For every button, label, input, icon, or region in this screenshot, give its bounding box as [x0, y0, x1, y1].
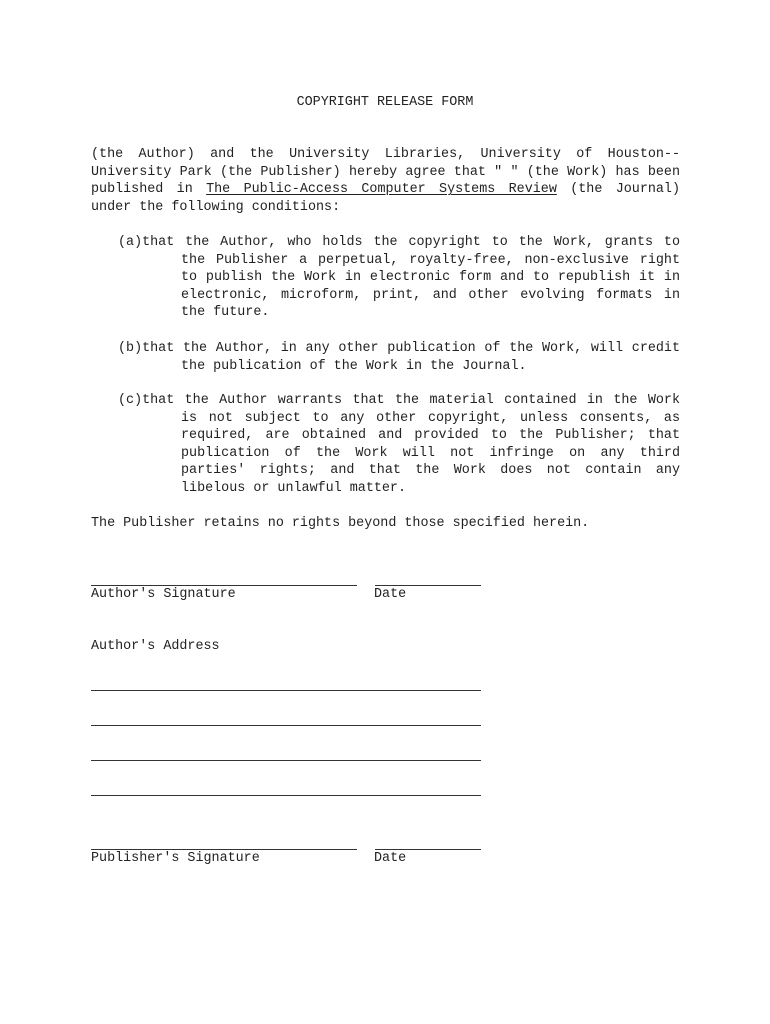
- condition-a-label: (a): [118, 235, 143, 250]
- author-address-label: Author's Address: [91, 639, 220, 654]
- rights-statement: The Publisher retains no rights beyond those specified herein.: [91, 516, 590, 531]
- author-signature-label: Author's Signature: [91, 587, 236, 602]
- form-title: COPYRIGHT RELEASE FORM: [296, 95, 474, 110]
- author-date-label: Date: [374, 587, 407, 602]
- condition-c: [91, 392, 680, 498]
- address-line-3[interactable]: [91, 760, 481, 761]
- intro-paragraph: [91, 146, 680, 216]
- address-line-4[interactable]: [91, 795, 481, 796]
- condition-b-label: (b): [118, 341, 143, 356]
- publisher-date-label: Date: [374, 851, 407, 866]
- intro-text-start: (the Author) and the University Libraries, University of Houston--University Park (the Publisher) hereby agree that " " (the Work) has been published in: [91, 147, 680, 198]
- address-line-1[interactable]: [91, 690, 481, 691]
- address-line-2[interactable]: [91, 725, 481, 726]
- condition-a-text: that the Author, who holds the copyright to the Work, grants to the Publisher a perpetual, royalty-free, non-exclusive right to publish the Work in electronic form and to republish it in electronic, microform, print, and other evolving formats in the future.: [142, 235, 680, 321]
- condition-b-text: that the Author, in any other publication of the Work, will credit the publication of the Work in the Journal.: [142, 341, 680, 374]
- publisher-signature-label: Publisher's Signature: [91, 851, 260, 866]
- condition-c-label: (c): [118, 393, 143, 408]
- intro-text-end: (the Journal) under the following conditions:: [91, 182, 680, 215]
- journal-title: The Public-Access Computer Systems Review: [206, 182, 557, 198]
- condition-c-text: that the Author warrants that the material contained in the Work is not subject to any other copyright, unless consents, as required, are obtained and provided to the Publisher; that publication of the Work will not infringe on any third parties' rights; and that the Work does not contain any libelous or unlawful matter.: [142, 393, 680, 496]
- condition-b: [91, 340, 680, 375]
- condition-a: [91, 234, 680, 322]
